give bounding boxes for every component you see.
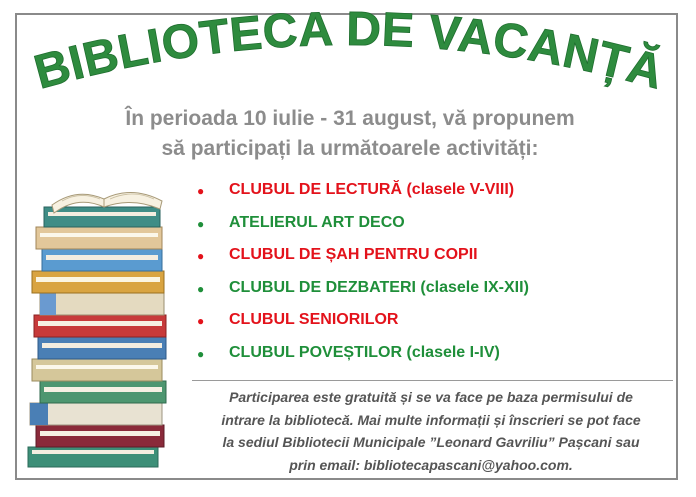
- activity-label: CLUBUL DE ȘAH PENTRU COPII: [229, 246, 478, 264]
- activity-label: CLUBUL POVEȘTILOR (clasele I-IV): [229, 343, 500, 361]
- footer-line-3: la sediul Bibliotecii Municipale ”Leonard Gavriliu” Pașcani sau: [222, 434, 640, 450]
- book-stack-icon: [22, 175, 182, 475]
- list-item: [193, 274, 613, 307]
- list-item: [193, 241, 613, 274]
- bullet-icon: ●: [197, 249, 205, 264]
- activity-label: CLUBUL DE LECTURĂ (clasele V-VIII): [229, 181, 515, 198]
- list-item: [193, 176, 613, 209]
- intro-line-1: În perioada 10 iulie - 31 august, vă propunem: [125, 107, 575, 130]
- intro-line-2: să participați la următoarele activități:: [161, 137, 539, 160]
- activity-label: CLUBUL DE DEZBATERI (clasele IX-XII): [229, 278, 529, 296]
- footer-note: [192, 386, 670, 476]
- intro-text: [100, 104, 600, 164]
- poster-title: [0, 0, 696, 110]
- bullet-icon: ●: [197, 184, 205, 198]
- bullet-icon: ●: [197, 314, 205, 329]
- bullet-icon: ●: [197, 346, 205, 361]
- footer-line-1: Participarea este gratuită și se va face pe baza permisului de: [229, 389, 633, 405]
- bullet-icon: ●: [197, 281, 205, 296]
- list-item: [193, 306, 613, 339]
- activity-list: [193, 176, 613, 372]
- list-item: [193, 339, 613, 372]
- activity-label: CLUBUL SENIORILOR: [229, 311, 399, 329]
- activity-label: ATELIERUL ART DECO: [229, 213, 405, 231]
- list-item: [193, 209, 613, 242]
- footer-line-2: intrare la bibliotecă. Mai multe informații și înscrieri se pot face: [221, 411, 641, 428]
- footer-line-4: prin email: bibliotecapascani@yahoo.com.: [289, 456, 573, 473]
- poster-title-text: BIBLIOTECA DE VACANȚĂ: [28, 2, 670, 100]
- divider: [192, 380, 673, 381]
- bullet-icon: ●: [197, 216, 205, 231]
